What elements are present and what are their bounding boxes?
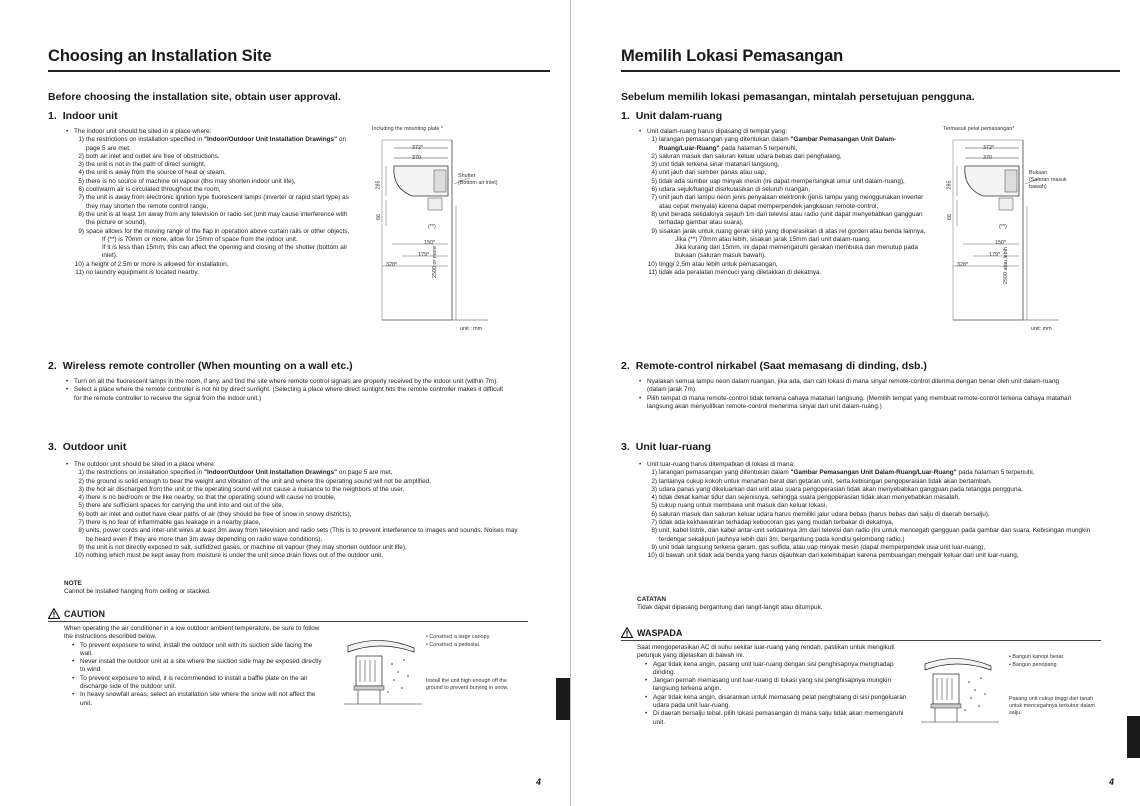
section-2-body bbox=[639, 378, 1079, 411]
shutter-label: Bukaan bbox=[1029, 170, 1048, 176]
caution-bullet: • Agar tidak kena angin, disarankan untuk memasang pelat penghalang di sisi pengeluaran udara pada unit luar-ruang. bbox=[645, 694, 907, 711]
caution-label: CAUTION bbox=[64, 608, 105, 619]
lead-text: • The indoor unit should be sited in a place where: bbox=[66, 128, 356, 136]
note-block bbox=[64, 580, 464, 597]
list-item: 5) there is no source of machine oil vapour (this may shorten indoor unit life), bbox=[78, 177, 296, 185]
section-3-heading bbox=[48, 441, 126, 453]
caution-bullet: • Di daerah bersalju tebal, pilih lokasi pemasangan di mana salju tidak akan memengaruhi unit. bbox=[645, 710, 907, 727]
list-item: 1) larangan pemasangan yang ditentukan dalam "Gambar Pemasangan Unit Dalam-Ruang/Luar-Ruang" pada halaman 5 terpenuhi, bbox=[651, 136, 897, 152]
caution-intro: When operating the air conditioner in a low outdoor ambient temperature, be sure to follow the instructions described below. bbox=[64, 625, 320, 641]
bullet-text: • Select a place where the remote controller is not hit by direct sunlight. (Selecting a place where direct sunlight hits the remote controller makes it difficult for the remote controller to receive the signal from the indoor unit.) bbox=[66, 386, 506, 403]
lead-text: • Unit luar-ruang harus ditempatkan di lokasi di mana: bbox=[639, 461, 1101, 469]
dimension-label: 328* bbox=[957, 262, 969, 268]
section-number: 2. bbox=[48, 360, 57, 372]
section-number: 1. bbox=[48, 110, 57, 122]
list-item: 5) cukup ruang untuk membawa unit masuk dan keluar lokasi, bbox=[651, 502, 828, 510]
list-item: 4) unit jauh dari sumber panas atau uap, bbox=[651, 169, 767, 177]
section-2-heading bbox=[48, 360, 353, 372]
page-title: Choosing an Installation Site bbox=[48, 47, 272, 65]
page-title: Memilih Lokasi Pemasangan bbox=[621, 47, 844, 65]
dimension-label: 372* bbox=[412, 145, 424, 151]
list-item: 3) unit tidak terkena sinar matahari langsung, bbox=[651, 161, 780, 169]
note-text: If it is less than 15mm, this can affect the opening and closing of the shutter (bottom air inlet). bbox=[102, 244, 348, 260]
list-item: 6) both air inlet and outlet have clear paths of air (they should be free of snow in snowy districts), bbox=[78, 510, 352, 518]
list-item: 4) there is no bedroom or the like nearby, so that the operating sound will cause no trouble, bbox=[78, 494, 336, 502]
list-item: 4) the unit is away from the source of heat or steam, bbox=[78, 169, 226, 177]
caution-bullet: • To prevent exposure to wind, install the outdoor unit with its suction side facing the wall. bbox=[72, 642, 326, 659]
indoor-list bbox=[639, 136, 931, 277]
section-1-heading bbox=[48, 110, 118, 122]
figure-note: • Construct a pedestal. bbox=[426, 642, 481, 648]
caution-bullet: • Jangan pernah memasang unit luar-ruang di lokasi yang sisi penghisapnya mungkin langsung terkena angin. bbox=[645, 677, 907, 694]
dimension-label: (**) bbox=[428, 224, 436, 230]
lead-text: • Unit dalam-ruang harus dipasang di tempat yang: bbox=[639, 128, 931, 136]
dimension-label: 179* bbox=[989, 252, 1001, 258]
section-1-body bbox=[639, 128, 931, 277]
caution-bullet: • To prevent exposure to wind, it is recommended to install a baffle plate on the air discharge side of the outdoor unit. bbox=[72, 675, 326, 692]
note-block bbox=[637, 596, 1037, 613]
figure-note: Install the unit high enough off the ground to prevent burying in snow. bbox=[426, 678, 509, 691]
section-title: Unit dalam-ruang bbox=[635, 110, 723, 122]
subheading: Before choosing the installation site, obtain user approval. bbox=[48, 91, 341, 103]
list-item: 10) di bawah unit tidak ada benda yang harus dijauhkan dari kelembapan karena pembuangan mengalir keluar dari unit luar-ruang, bbox=[647, 552, 1019, 560]
outdoor-unit-diagram bbox=[344, 634, 524, 714]
figure-note: • Construct a large canopy. bbox=[426, 634, 491, 640]
section-3-body bbox=[66, 461, 526, 561]
dimension-label: (**) bbox=[999, 224, 1007, 230]
note-text: Jika kurang dari 15mm, ini dapat memengaruhi gerakan membuka dan menutup pada bukaan (saluran masuk bawah). bbox=[675, 244, 918, 260]
list-item: 5) there are sufficient spaces for carrying the unit into and out of the site, bbox=[78, 502, 284, 510]
figure-note: • Bangun kanopi besar. bbox=[1009, 654, 1065, 660]
title-rule bbox=[48, 70, 550, 72]
outdoor-unit-diagram bbox=[921, 652, 1111, 732]
section-title: Unit luar-ruang bbox=[635, 441, 712, 453]
list-item: 7) there is no fear of inflammable gas leakage in a nearby place, bbox=[78, 519, 261, 527]
outdoor-unit-drawing bbox=[344, 634, 424, 706]
bullet-text: • Pilih tempat di mana remote-control tidak terkena cahaya matahari langsung. (Memilih tempat yang membuat remote-control terkena cahaya matahari langsung akan menyulitkan remote-control menerima sinyal dari unit dalam-ruang.) bbox=[639, 395, 1079, 412]
indoor-unit-drawing bbox=[372, 126, 562, 336]
shutter-label: (Bottom air inlet) bbox=[458, 180, 498, 186]
note-text: If (**) is 70mm or more, allow for 15mm of space from the indoor unit. bbox=[102, 235, 298, 243]
list-item: 8) units, power cords and inter-unit wires at least 3m away from television and radio sets (This is to prevent interference to images and sounds. Noises may be heard even if they are more than 3m away depending on radio wave conditions), bbox=[78, 527, 518, 543]
list-item: 10) nothing which must be kept away from moisture is under the unit since drain flows out of the outdoor unit, bbox=[74, 552, 383, 560]
figure-caption: Including the mounting plate * bbox=[372, 126, 444, 132]
note-label: NOTE bbox=[64, 580, 82, 587]
caution-heading bbox=[48, 608, 105, 619]
list-item: 7) the unit is away from electronic ignition type fluorescent lamps (inverter or rapid start type) as they may shorten the remote control range, bbox=[78, 194, 349, 210]
note-label: CATATAN bbox=[637, 596, 666, 603]
dimension-label: 370 bbox=[983, 155, 992, 161]
list-item: 6) cool/warm air is circulated throughout the room, bbox=[78, 186, 221, 194]
dimension-label: 179* bbox=[418, 252, 430, 258]
list-item: 9) unit tidak langsung terkena garam, gas sulfida, atau uap minyak mesin (dapat memperpendek usia unit luar-ruang), bbox=[651, 543, 986, 551]
caution-rule bbox=[621, 640, 1101, 641]
list-item: 1) the restrictions on installation specified in "Indoor/Outdoor Unit Installation Drawings" on page 5 are met, bbox=[78, 469, 393, 477]
note-text: Cannot be installed hanging from ceiling or stacked. bbox=[64, 588, 211, 596]
list-item: 6) saluran masuk dan saluran keluar udara harus memiliki jalur udara bebas (harus bebas dari salju di daerah bersalju), bbox=[651, 510, 990, 518]
list-item: 7) unit jauh dari lampu neon jenis penyalaan elektronik (jenis lampu yang menggunakan inverter atau cepat menyala) karena dapat memperpendek jangkauan remote-control, bbox=[651, 194, 924, 210]
unit-label: unit : mm bbox=[460, 326, 483, 332]
section-title: Indoor unit bbox=[62, 110, 118, 122]
caution-bullet: • Never install the outdoor unit at a site where the suction side may be exposed directly to wind. bbox=[72, 658, 326, 675]
height-label: 2500 atau lebih bbox=[1003, 247, 1009, 284]
caution-bullet: • Agar tidak kena angin, pasang unit luar-ruang dengan sisi penghisapnya menghadap dinding. bbox=[645, 661, 907, 678]
caution-label: WASPADA bbox=[637, 627, 683, 638]
list-item: 2) both air inlet and outlet are free of obstructions, bbox=[78, 152, 220, 160]
list-item: 4) tidak dekat kamar tidur dan sejenisnya, sehingga suara pengoperasian tidak akan menyebabkan masalah, bbox=[651, 494, 960, 502]
caution-body bbox=[64, 625, 326, 708]
subheading: Sebelum memilih lokasi pemasangan, mintalah persetujuan pengguna. bbox=[621, 91, 975, 103]
figure-caption: Termasuk pelat pemasangan* bbox=[943, 126, 1015, 132]
section-2-heading bbox=[621, 360, 927, 372]
note-text: Jika (**) 70mm atau lebih, sisakan jarak 15mm dari unit dalam-ruang. bbox=[675, 235, 871, 243]
list-item: 10) a height of 2.5m or more is allowed for installation, bbox=[74, 260, 229, 268]
bullet-text: • Turn on all the fluorescent lamps in the room, if any, and find the site where remote control signals are properly received by the indoor unit (within 7m). bbox=[66, 378, 506, 386]
unit-label: unit: mm bbox=[1031, 326, 1052, 332]
list-item: 2) saluran masuk dan saluran keluar udara bebas dari penghalang, bbox=[651, 152, 842, 160]
figure-note: Pasang unit cukup tinggi dari tanah untuk mencegahnya terkubur dalam salju. bbox=[1009, 696, 1096, 716]
list-item: 8) the unit is at least 1m away from any television or radio set (unit may cause interference with the picture or sound), bbox=[78, 210, 348, 227]
section-number: 1. bbox=[621, 110, 630, 122]
indoor-list bbox=[66, 136, 356, 277]
section-1-body bbox=[66, 128, 356, 277]
list-item: 3) udara panas yang dikeluarkan dari unit atau suara pengoperasian tidak akan menyebabkan gangguan pada tetangga pengguna, bbox=[651, 485, 1023, 493]
dimension-label: 370 bbox=[412, 155, 421, 161]
shutter-label: (Saluran masuk bbox=[1029, 177, 1067, 183]
indoor-unit-diagram bbox=[372, 126, 562, 336]
title-rule bbox=[621, 70, 1120, 72]
dimension-label: 150* bbox=[995, 240, 1007, 246]
caution-intro: Saat mengoperasikan AC di suhu sekitar luar-ruang yang rendah, pastikan untuk mengikuti petunjuk yang dijelaskan di bawah ini. bbox=[637, 644, 895, 660]
list-item: 9) sisakan jarak untuk ruang gerak sirip yang dioperasikan di atas rel gorden atau benda lainnya, bbox=[651, 227, 926, 235]
page-number: 4 bbox=[536, 777, 542, 787]
list-item: 11) tidak ada peralatan mencuci yang diletakkan di dekatnya. bbox=[648, 269, 822, 277]
thumb-tab bbox=[556, 678, 570, 720]
list-item: 1) the restrictions on installation specified in "Indoor/Outdoor Unit Installation Drawings" on page 5 are met, bbox=[78, 136, 346, 152]
section-number: 3. bbox=[621, 441, 630, 453]
warning-icon bbox=[621, 627, 633, 638]
dimension-label: 328* bbox=[386, 262, 398, 268]
note-text: Tidak dapat dipasang bergantung dari langit-langit atau ditumpuk. bbox=[637, 604, 823, 612]
list-item: 6) udara sejuk/hangat disirkulasikan di seluruh ruangan, bbox=[651, 186, 810, 194]
outdoor-list bbox=[639, 469, 1101, 560]
list-item: 3) the hot air discharged from the unit or the operating sound will not cause a nuisance to the neighbors of the user, bbox=[78, 485, 405, 493]
section-number: 3. bbox=[48, 441, 57, 453]
section-3-body bbox=[639, 461, 1101, 561]
list-item: 2) the ground is solid enough to bear the weight and vibration of the unit and where the operating sound will not be amplified, bbox=[78, 477, 431, 485]
indoor-unit-diagram bbox=[943, 126, 1133, 336]
list-item: 3) the unit is not in the path of direct sunlight, bbox=[78, 161, 206, 169]
dimension-label: 285 bbox=[946, 180, 953, 190]
dimension-label: 150* bbox=[424, 240, 436, 246]
section-title: Outdoor unit bbox=[62, 441, 127, 453]
shutter-label: Shutter bbox=[458, 173, 476, 179]
caution-bullet: • In heavy snowfall areas, select an installation site where the snow will not affect the unit. bbox=[72, 691, 326, 708]
figure-note: • Bangun penopang. bbox=[1009, 662, 1058, 668]
lead-text: • The outdoor unit should be sited in a place where: bbox=[66, 461, 526, 469]
page-number: 4 bbox=[1109, 777, 1115, 787]
list-item: 1) larangan pemasangan yang ditentukan dalam "Gambar Pemasangan Unit Dalam-Ruang/Luar-Ruang" pada halaman 5 terpenuhi, bbox=[651, 469, 1035, 477]
dimension-label: 66 bbox=[376, 214, 382, 220]
dimension-label: 285 bbox=[375, 180, 382, 190]
section-title: Wireless remote controller (When mounting on a wall etc.) bbox=[62, 360, 353, 372]
list-item: 7) tidak ada kekhawatiran terhadap kebocoran gas yang mudah terbakar di dekatnya, bbox=[651, 519, 894, 527]
section-1-heading bbox=[621, 110, 722, 122]
bullet-text: • Nyalakan semua lampu neon dalam ruangan, jika ada, dan cari lokasi di mana sinyal remote-control diterima dengan benar oleh unit dalam-ruang (dalam jarak 7m). bbox=[639, 378, 1079, 395]
page-right bbox=[570, 0, 1140, 806]
outdoor-list bbox=[66, 469, 526, 560]
thumb-tab bbox=[1127, 716, 1140, 758]
caution-rule bbox=[48, 621, 528, 622]
list-item: 11) no laundry equipment is located nearby. bbox=[75, 269, 199, 277]
shutter-label: bawah) bbox=[1029, 184, 1047, 190]
section-number: 2. bbox=[621, 360, 630, 372]
list-item: 8) unit berada setidaknya sejauh 1m dari televisi atau radio (unit dapat menyebabkan gangguan terhadap gambar atau suara), bbox=[651, 210, 923, 227]
list-item: 2) lantainya cukup kokoh untuk menahan berat dan getaran unit, serta kebisingan pengoperasian tidak akan bertambah, bbox=[651, 477, 992, 485]
height-label: 2500 or more bbox=[432, 245, 438, 278]
dimension-label: 372* bbox=[983, 145, 995, 151]
warning-icon bbox=[48, 608, 60, 619]
outdoor-unit-drawing bbox=[921, 652, 1001, 724]
dimension-label: 66 bbox=[947, 214, 953, 220]
list-item: 8) unit, kabel listrik, dan kabel antar-unit setidaknya 3m dari televisi dan radio (Ini untuk mencegah gangguan pada gambar dan suara. Kebisingan mungkin terdengar sekalipun jauhnya lebih dari 3m, bergantung pada kondisi gelombang radio.) bbox=[651, 527, 1091, 543]
section-3-heading bbox=[621, 441, 711, 453]
list-item: 5) tidak ada sumber uap minyak mesin (ini dapat mempersingkat umur unit dalam-ruang), bbox=[651, 177, 905, 185]
section-2-body bbox=[66, 378, 506, 403]
list-item: 9) space allows for the moving range of the flap in operation above curtain rails or other objects, bbox=[78, 227, 350, 235]
indoor-unit-drawing bbox=[943, 126, 1133, 336]
section-title: Remote-control nirkabel (Saat memasang di dinding, dsb.) bbox=[635, 360, 927, 372]
list-item: 9) the unit is not directly exposed to salt, sulfidized gases, or machine oil vapour (they may shorten outdoor unit life), bbox=[78, 543, 407, 551]
caution-heading bbox=[621, 627, 682, 638]
caution-body bbox=[637, 644, 907, 727]
list-item: 10) tinggi 2,5m atau lebih untuk pemasangan, bbox=[647, 260, 778, 268]
